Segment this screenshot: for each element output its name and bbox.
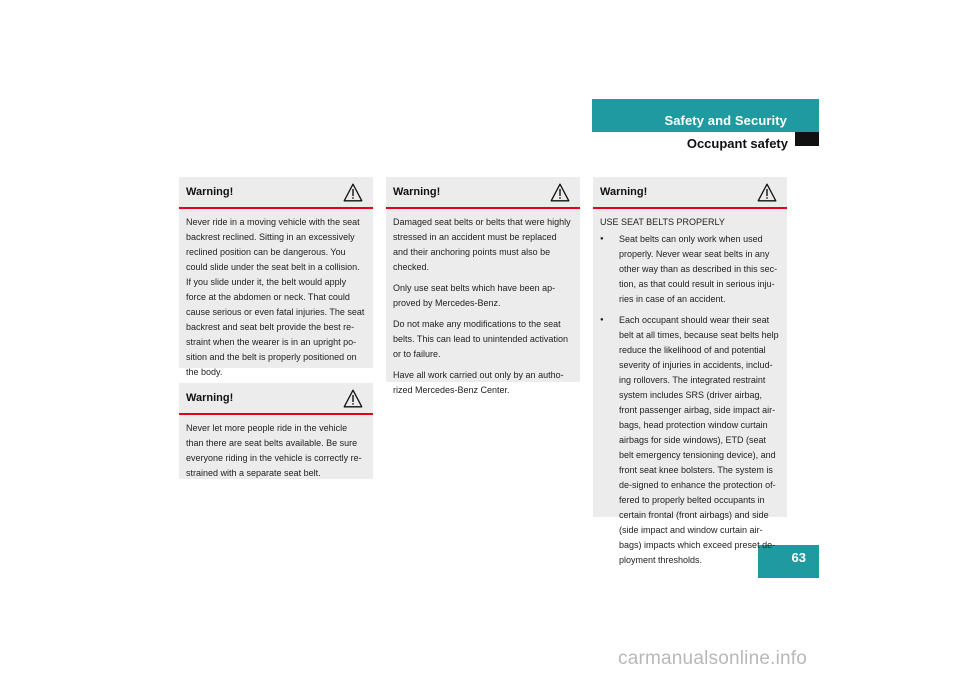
warning-header	[179, 383, 373, 415]
warning-header	[386, 177, 580, 209]
list-item: ● Seat belts can only work when used properly. Never wear seat belts in any other way than as described in this sec-tion, as that could result in serious inju-ries in case of an accident.	[600, 232, 780, 307]
warning-triangle-icon	[550, 183, 570, 202]
subsection-title: Occupant safety	[686, 136, 788, 151]
warning-header	[593, 177, 787, 209]
warning-text: Damaged seat belts or belts that were highly stressed in an accident must be replaced and their anchoring points must also be checked.	[393, 217, 571, 272]
warning-text: Have all work carried out only by an autho-rized Mercedes-Benz Center.	[393, 370, 564, 395]
warning-body	[179, 209, 373, 394]
warning-triangle-icon	[343, 183, 363, 202]
warning-box-2	[179, 383, 373, 479]
warning-text: Never let more people ride in the vehicle than there are seat belts available. Be sure everyone riding in the vehicle is correctly re-strained with a separate seat belt.	[186, 423, 362, 478]
warning-title: Warning!	[186, 186, 234, 198]
page-number: 63	[791, 550, 806, 565]
warning-title: Warning!	[186, 392, 234, 404]
list-item: ● Each occupant should wear their seat belt at all times, because seat belts help reduce the likelihood of and potential severity of injuries in accidents, includ-ing rollovers. The integrated restraint system includes SRS (driver airbag, front passenger airbag, side impact air-bags, head protection window curtain airbags for side windows), ETD (seat belt emergency tensioning device), and front seat knee bolsters. The system is de-signed to enhance the protection of-fered to properly belted occupants in certain frontal (front airbags) and side (side impact and window curtain air-bags) impacts which exceed preset de-ployment thresholds.	[600, 313, 780, 568]
warning-box-3	[386, 177, 580, 395]
warning-triangle-icon	[757, 183, 777, 202]
warning-body	[179, 415, 373, 495]
warning-triangle-icon	[343, 389, 363, 408]
warning-text: Never ride in a moving vehicle with the seat backrest reclined. Sitting in an excessively reclined position can be dangerous. You could slide under the seat belt in a collision. If you slide under it, the belt would apply force at the abdomen or neck. That could cause serious or even fatal injuries. The seat backrest and seat belt provide the best re-straint when the wearer is in an upright po-sition and the belt is properly positioned on the body.	[186, 217, 365, 377]
section-title: Safety and Security	[664, 113, 787, 128]
warning-body	[386, 209, 580, 412]
warning-title: Warning!	[393, 186, 441, 198]
warning-text: Do not make any modifications to the seat belts. This can lead to unintended activation or to failure.	[393, 319, 568, 359]
warning-body	[593, 209, 787, 582]
warning-box-1	[179, 177, 373, 377]
page-header	[592, 99, 819, 153]
bullet-list	[600, 232, 780, 568]
warning-box-4	[593, 177, 787, 565]
warning-title: Warning!	[600, 186, 648, 198]
warning-text: Only use seat belts which have been ap-proved by Mercedes-Benz.	[393, 283, 556, 308]
warning-header	[179, 177, 373, 209]
watermark: carmanualsonline.info	[618, 648, 808, 669]
header-marker	[795, 132, 819, 146]
warning-heading: USE SEAT BELTS PROPERLY	[600, 217, 725, 227]
